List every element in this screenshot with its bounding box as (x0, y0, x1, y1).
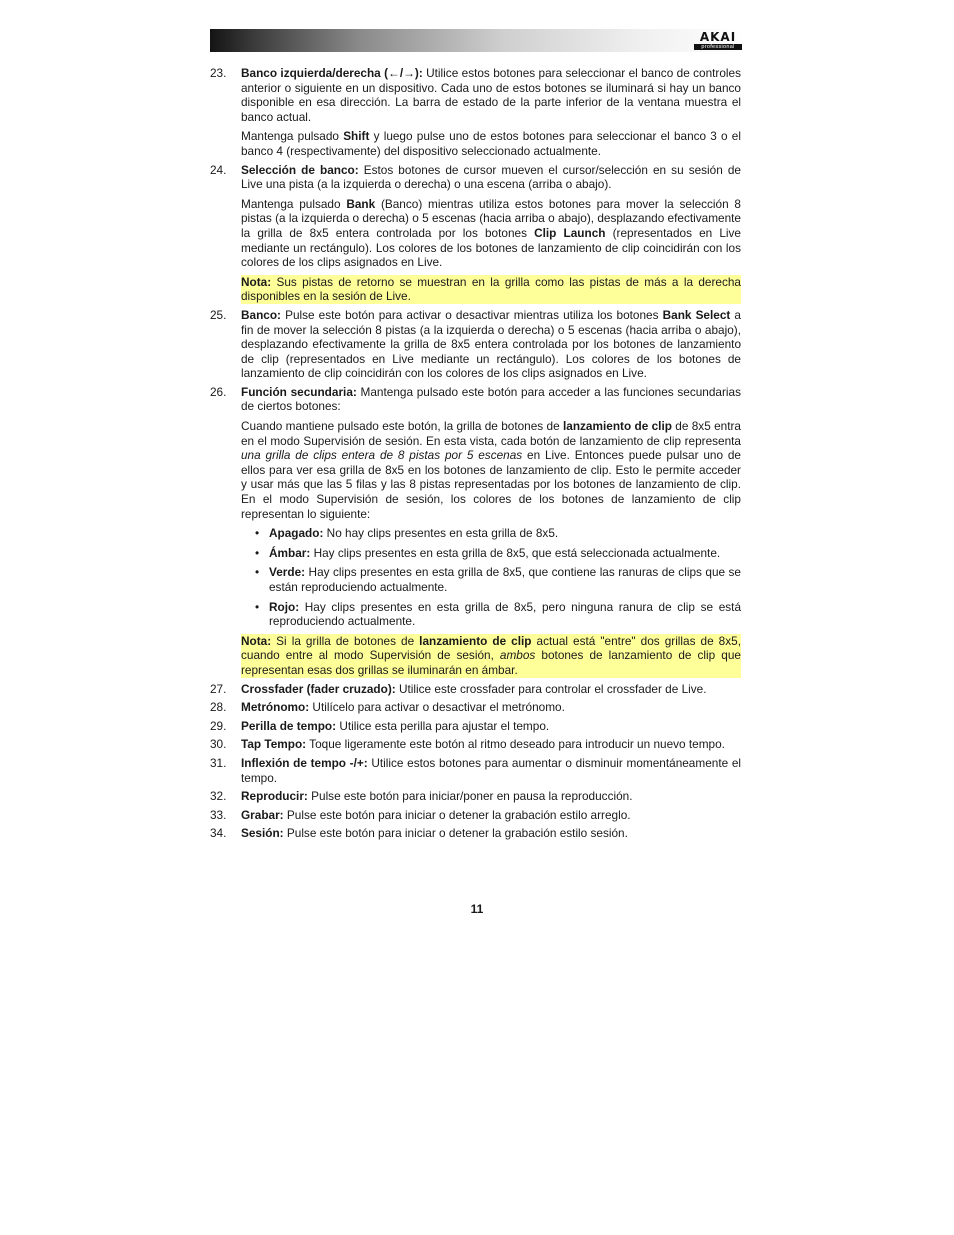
item-paragraph (241, 737, 741, 752)
akai-logo (693, 31, 743, 50)
item-text: a fin de mover la selección 8 pistas (a la izquierda o derecha) o 5 escenas (hacia arriba o abajo), desplazando efectivamente la grilla de 8x5 entera controlada por los botones de lanzamiento de clip (representados en Live mediante un rectángulo). Los colores de los botones de lanzamiento de clip coincidirán con los colores de los clips asignados en Live. (241, 307, 741, 381)
item-number: 24. (210, 162, 227, 177)
bullet-label: Ámbar: (269, 545, 311, 560)
item-title: Selección de banco: (241, 162, 359, 177)
item-number: 34. (210, 826, 227, 841)
list-item (210, 789, 741, 804)
bullet-text: Hay clips presentes en esta grilla de 8x5, pero ninguna ranura de clip se está reproduciendo actualmente. (269, 599, 741, 629)
item-paragraph (241, 808, 741, 823)
item-title: Reproducir: (241, 789, 308, 804)
list-item (210, 756, 741, 785)
bullet-item (241, 546, 741, 561)
item-paragraph (241, 66, 741, 124)
list-item (210, 737, 741, 752)
item-number: 27. (210, 681, 227, 696)
bullet-text: Hay clips presentes en esta grilla de 8x5, que está seleccionada actualmente. (310, 545, 721, 560)
item-number: 23. (210, 66, 227, 80)
item-paragraph (241, 197, 741, 270)
item-text: Toque ligeramente este botón al ritmo deseado para introducir un nuevo tempo. (306, 737, 725, 752)
item-paragraph (241, 789, 741, 804)
item-title: Tap Tempo: (241, 737, 307, 752)
list-item (210, 308, 741, 381)
item-paragraph (241, 163, 741, 192)
item-text: Mantenga pulsado (241, 129, 344, 144)
item-title: Función secundaria: (241, 384, 357, 399)
bullet-dot-icon: • (255, 545, 260, 560)
item-paragraph (241, 129, 741, 158)
item-title: Inflexión de tempo -/+: (241, 755, 368, 770)
note-text: Sus pistas de retorno se muestran en la grilla como las pistas de más a la derecha disponibles en la sesión de Live. (241, 274, 741, 304)
list-item (210, 700, 741, 715)
bullet-text: No hay clips presentes en esta grilla de 8x5. (323, 526, 559, 541)
note-text: botones de lanzamiento de clip que representan esas dos grillas se iluminarán en ámbar. (241, 648, 741, 677)
bullet-dot-icon: • (255, 565, 260, 580)
item-emphasis: Bank (346, 196, 376, 211)
item-emphasis: lanzamiento de clip (562, 419, 672, 434)
list-item (210, 682, 741, 697)
item-title: Perilla de tempo: (241, 718, 337, 733)
note-label: Nota: (241, 633, 272, 648)
item-text: en Live. Entonces puede pulsar uno de ellos para ver esa grilla de 8x5 en los botones de lanzamiento de clip. Esto le permite acceder y usar más que las 5 filas y las 8 pistas representadas por los botones de lanzamiento de clip. En el modo Supervisión de sesión, los colores de los botones de lanzamiento de clip representan lo siguiente: (241, 448, 741, 521)
item-number: 29. (210, 718, 227, 733)
list-item (210, 826, 741, 841)
item-text: Utilice estos botones para seleccionar el banco de controles anterior o siguiente en un dispositivo. Cada uno de estos botones se iluminará si hay un banco disponible en esa dirección. La barra de estado de la parte inferior de la ventana muestra el banco actual. (241, 66, 741, 124)
item-paragraph (241, 682, 741, 697)
header-gradient-bar (210, 29, 744, 52)
item-emphasis: Bank Select (662, 307, 731, 322)
item-text: Pulse este botón para iniciar o detener la grabación estilo sesión. (283, 826, 628, 841)
item-emphasis: Clip Launch (534, 225, 606, 240)
bullet-item (241, 565, 741, 594)
bullet-dot-icon: • (255, 526, 260, 541)
note-highlight (241, 634, 741, 678)
item-title: Crossfader (fader cruzado): (241, 681, 396, 696)
bullet-item (241, 600, 741, 629)
item-paragraph (241, 308, 741, 381)
item-emphasis: Shift (343, 129, 370, 144)
document-body (210, 66, 741, 845)
note-text: actual está "entre" dos grillas de 8x5, cuando entre al modo Supervisión de sesión, (241, 633, 741, 663)
item-text: de 8x5 entra en el modo Supervisión de sesión. En esta vista, cada botón de lanzamiento de clip representa (241, 419, 741, 448)
bullet-dot-icon: • (255, 599, 260, 614)
item-number: 25. (210, 307, 227, 322)
item-italic: una grilla de clips entera de 8 pistas por 5 escenas (241, 448, 523, 463)
item-paragraph (241, 756, 741, 785)
item-text: Estos botones de cursor mueven el cursor/selección en su sesión de Live una pista (a la izquierda o derecha) o una escena (arriba o abajo). (241, 162, 741, 192)
note-label: Nota: (241, 274, 272, 289)
list-item (210, 163, 741, 304)
item-text: Pulse este botón para activar o desactivar mientras utiliza los botones (280, 307, 663, 322)
item-text: (Banco) mientras utiliza estos botones para mover la selección 8 pistas (a la izquierda o derecha) o 5 escenas (hacia arriba o abajo), desplazando efectivamente la grilla de 8x5 entera controlada por los botones (241, 196, 741, 240)
item-title: Banco: (241, 307, 281, 322)
list-item (210, 66, 741, 159)
list-item (210, 719, 741, 734)
item-number: 26. (210, 384, 227, 399)
note-emphasis: lanzamiento de clip (419, 633, 532, 648)
item-text: (representados en Live mediante un rectángulo). Los colores de los botones de lanzamiento de clip coincidirán con los colores de los clips asignados en Live. (241, 225, 741, 270)
item-text: Utilice esta perilla para ajustar el tempo. (336, 718, 550, 733)
bullet-label: Verde: (269, 565, 306, 580)
item-paragraph (241, 700, 741, 715)
note-text: Si la grilla de botones de (271, 633, 420, 648)
note-highlight (241, 275, 741, 304)
item-text: Pulse este botón para iniciar/poner en pausa la reproducción. (307, 789, 633, 804)
item-title: Metrónomo: (241, 700, 310, 715)
item-text: Utilice estos botones para aumentar o disminuir momentáneamente el tempo. (241, 755, 742, 785)
item-text: y luego pulse uno de estos botones para seleccionar el banco 3 o el banco 4 (respectivamente) del dispositivo seleccionado actualmente. (241, 129, 741, 158)
item-text: Mantenga pulsado este botón para acceder a las funciones secundarias de ciertos botones: (241, 384, 741, 414)
item-text: Pulse este botón para iniciar o detener la grabación estilo arreglo. (283, 807, 631, 822)
list-item (210, 385, 741, 678)
logo-sub-text: professional (694, 44, 742, 50)
item-title: Banco izquierda/derecha (←/→): (241, 66, 423, 80)
note-italic: ambos (499, 648, 536, 663)
item-number: 28. (210, 700, 227, 715)
item-paragraph (241, 826, 741, 841)
logo-main-text: AKAI (699, 30, 737, 44)
page-number: 11 (470, 902, 484, 916)
item-number: 32. (210, 789, 227, 804)
item-text: Utilice este crossfader para controlar el crossfader de Live. (395, 681, 707, 696)
bullet-list (241, 526, 741, 629)
item-text: Cuando mantiene pulsado este botón, la grilla de botones de (241, 419, 563, 434)
item-title: Sesión: (241, 826, 284, 841)
item-paragraph (241, 719, 741, 734)
bullet-label: Rojo: (269, 599, 300, 614)
item-paragraph (241, 419, 741, 521)
bullet-item (241, 526, 741, 541)
bullet-text: Hay clips presentes en esta grilla de 8x5, que contiene las ranuras de clips que se están reproduciendo actualmente. (269, 565, 741, 594)
list-item (210, 808, 741, 823)
item-title: Grabar: (241, 807, 284, 822)
item-paragraph (241, 385, 741, 414)
item-text: Mantenga pulsado (241, 196, 347, 211)
item-number: 31. (210, 755, 227, 770)
bullet-label: Apagado: (269, 526, 324, 541)
item-text: Utilícelo para activar o desactivar el metrónomo. (309, 700, 565, 715)
item-number: 30. (210, 737, 227, 752)
item-number: 33. (210, 807, 227, 822)
